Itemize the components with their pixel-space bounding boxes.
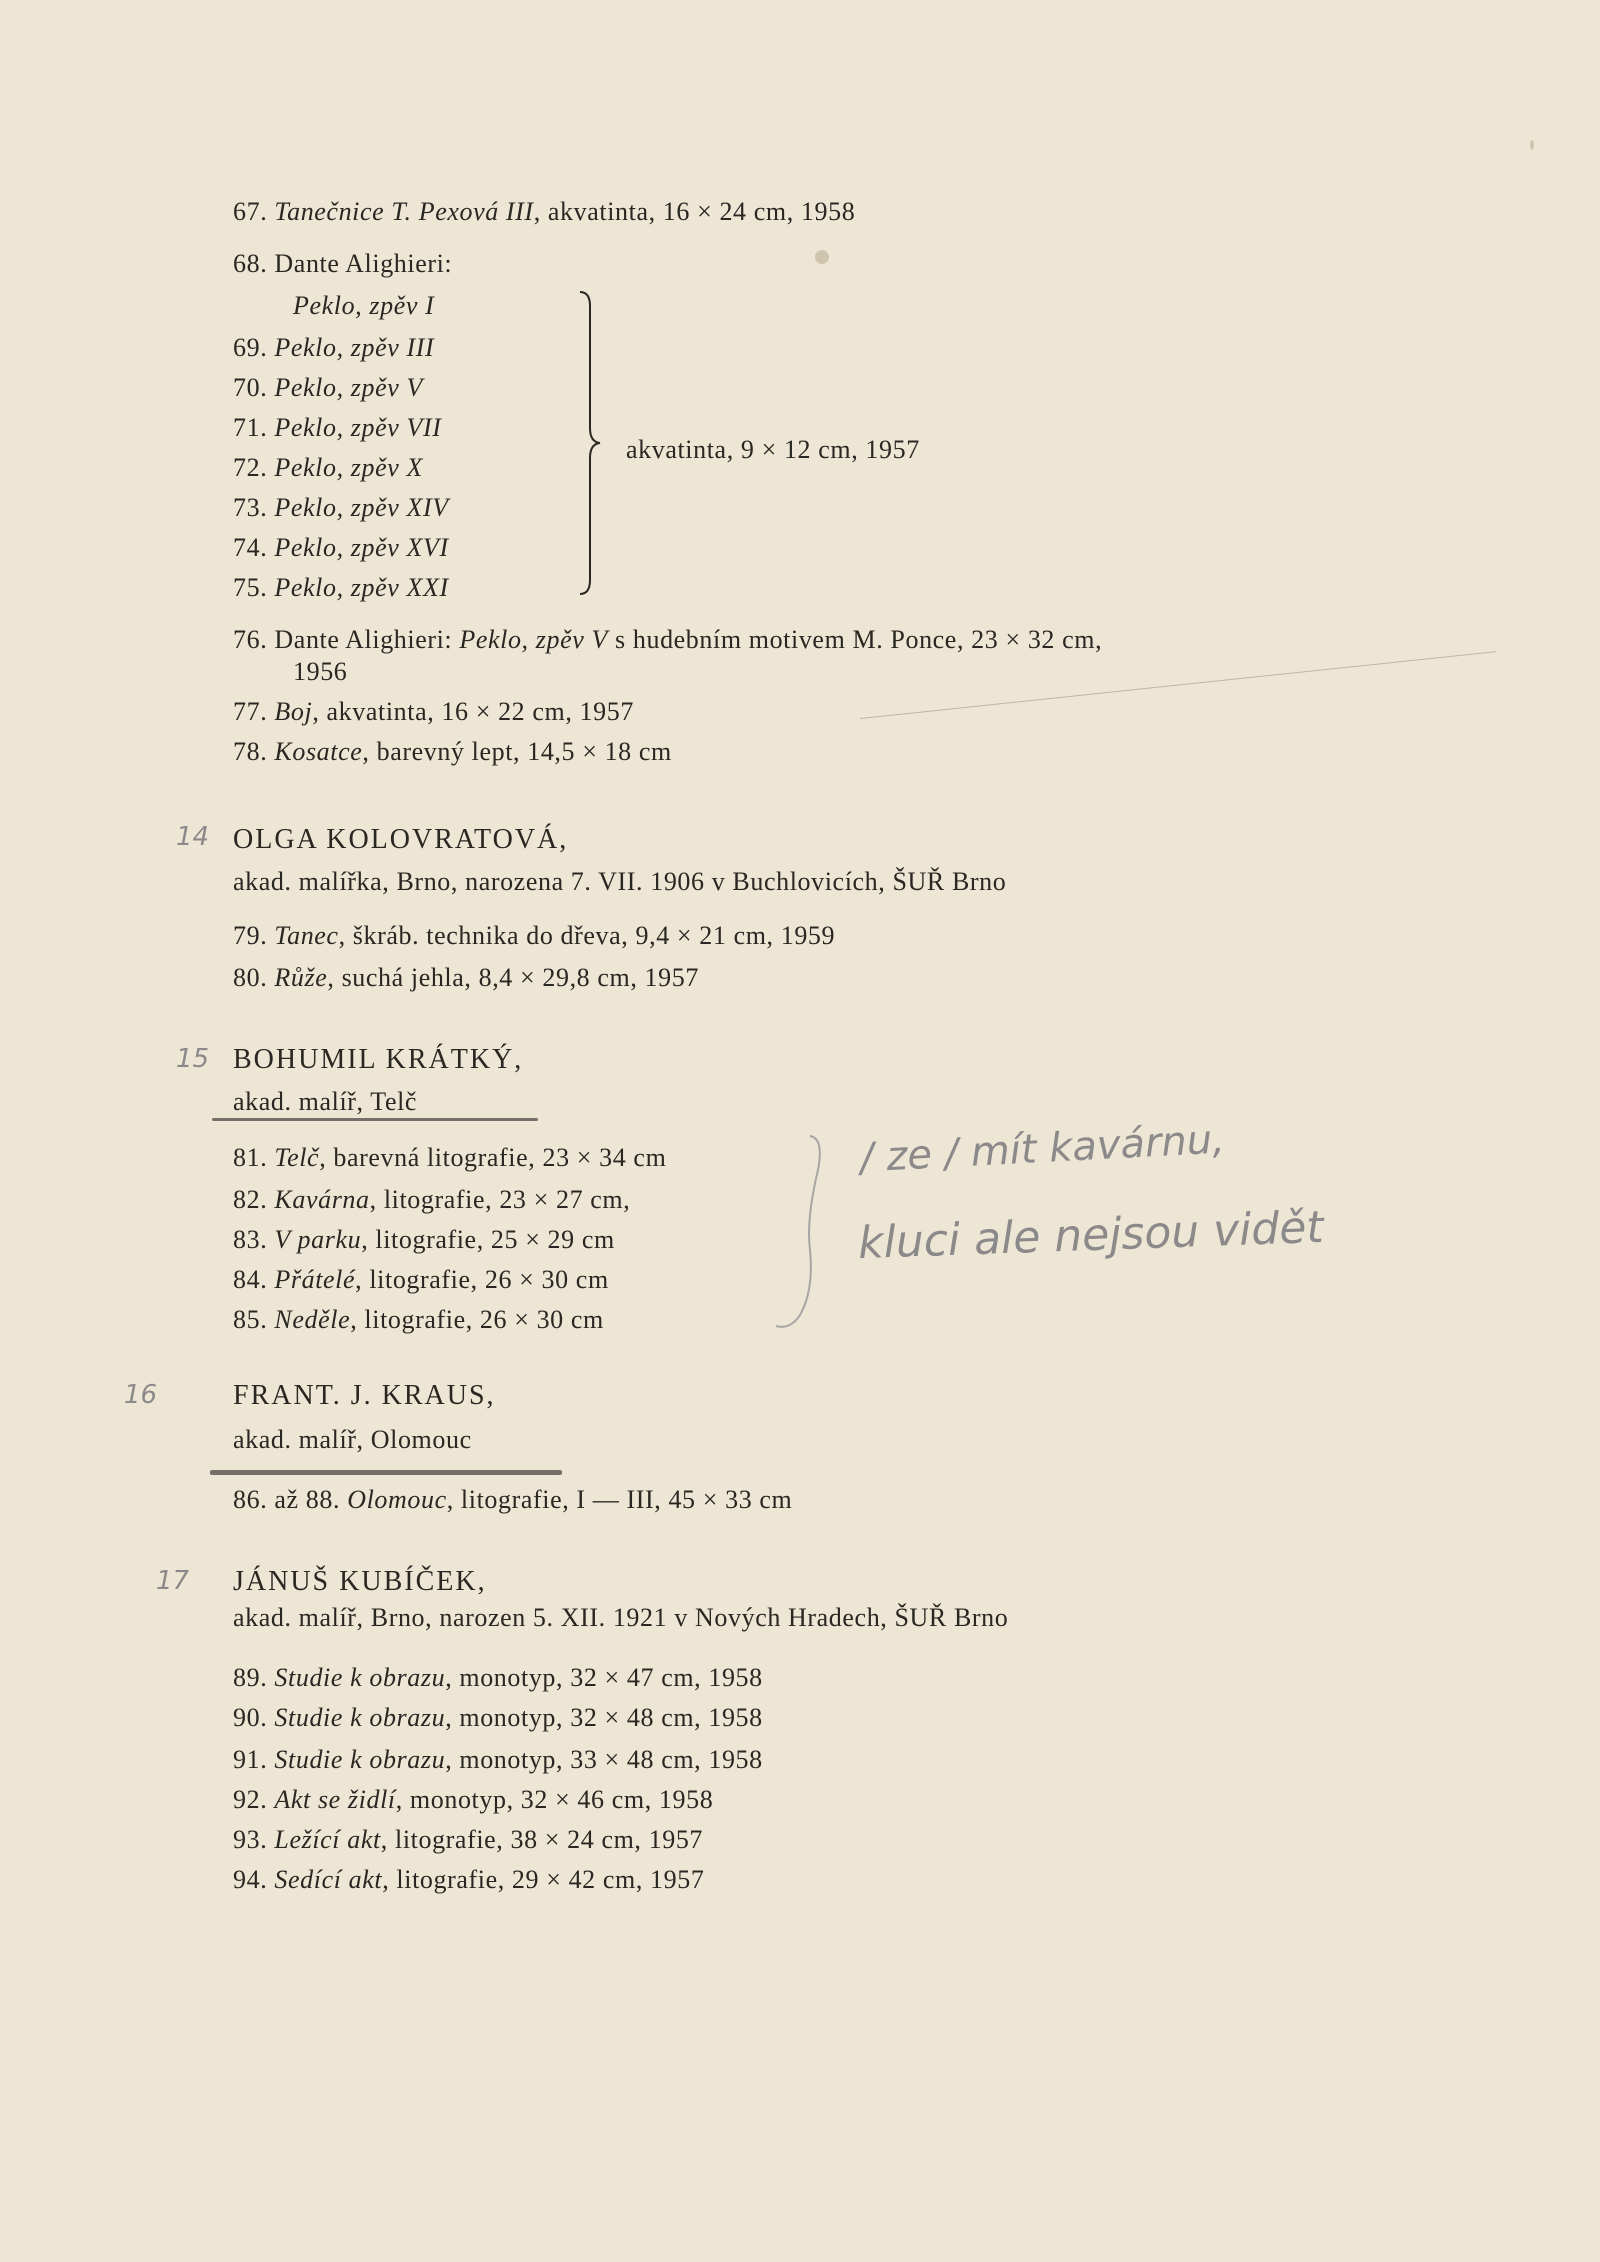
entry-number: 77. — [233, 697, 268, 726]
entry-title: Peklo, zpěv XIV — [274, 493, 449, 522]
handwritten-bracket — [740, 1130, 830, 1340]
entry-73 — [233, 492, 449, 524]
entry-92 — [233, 1784, 713, 1816]
entry-title: Studie k obrazu — [274, 1703, 446, 1732]
entry-title: Peklo, zpěv I — [293, 291, 435, 320]
handwritten-mark: 17 — [156, 1566, 190, 1596]
entry-details: , barevný lept, 14,5 × 18 cm — [362, 737, 672, 766]
artist-name: FRANT. J. KRAUS, — [233, 1380, 496, 1411]
entry-76-year: 1956 — [293, 657, 348, 686]
handwritten-mark: 14 — [176, 822, 210, 852]
strike-mark — [210, 1470, 562, 1475]
entry-74 — [233, 532, 449, 564]
entry-83 — [233, 1224, 615, 1256]
entry-details: , litografie, 25 × 29 cm — [361, 1225, 615, 1254]
entry-title: Ležící akt — [274, 1825, 381, 1854]
entry-89 — [233, 1662, 763, 1694]
entry-79 — [233, 920, 835, 952]
entry-author: Dante Alighieri: — [274, 625, 460, 654]
entry-details: , monotyp, 32 × 46 cm, 1958 — [395, 1785, 714, 1814]
entry-title: Tanečnice T. Pexová III — [274, 197, 534, 226]
entry-number: 85. — [233, 1305, 268, 1334]
entry-number: 94. — [233, 1865, 268, 1894]
entry-details: , litografie, 38 × 24 cm, 1957 — [380, 1825, 704, 1854]
entry-number: 91. — [233, 1745, 268, 1774]
artist-name: OLGA KOLOVRATOVÁ, — [233, 824, 569, 855]
entry-69 — [233, 332, 434, 364]
entry-76 — [233, 624, 1102, 656]
entry-number: 90. — [233, 1703, 268, 1732]
entry-90 — [233, 1702, 763, 1734]
entry-94 — [233, 1864, 704, 1896]
entry-title: Peklo, zpěv X — [274, 453, 423, 482]
entry-title: Telč — [274, 1143, 320, 1172]
peklo-group-note: akvatinta, 9 × 12 cm, 1957 — [626, 435, 920, 464]
entry-77 — [233, 696, 634, 728]
entry-details: , suchá jehla, 8,4 × 29,8 cm, 1957 — [327, 963, 699, 992]
entry-number: 78. — [233, 737, 268, 766]
underline-mark — [212, 1118, 538, 1121]
entry-details: , litografie, I — III, 45 × 33 cm — [446, 1485, 793, 1514]
entry-number: 67. — [233, 197, 268, 226]
entry-72 — [233, 452, 423, 484]
paper-speck — [1530, 140, 1534, 150]
entry-title: Peklo, zpěv III — [274, 333, 435, 362]
handwritten-note-line2: kluci ale nejsou vidět — [857, 1201, 1325, 1270]
handwritten-mark: 16 — [124, 1380, 158, 1410]
entry-70 — [233, 372, 423, 404]
entry-details: , litografie, 29 × 42 cm, 1957 — [382, 1865, 705, 1894]
entry-80 — [233, 962, 699, 994]
entry-91 — [233, 1744, 763, 1776]
handwritten-note-line1: / ze / mít kavárnu, — [859, 1116, 1226, 1182]
entry-title: Přátelé — [274, 1265, 356, 1294]
entry-number: 83. — [233, 1225, 268, 1254]
artist-name: JÁNUŠ KUBÍČEK, — [233, 1566, 487, 1597]
entry-title: V parku — [274, 1225, 362, 1254]
entry-number: 70. — [233, 373, 268, 402]
entry-number: 75. — [233, 573, 268, 602]
entry-title: Kosatce — [274, 737, 363, 766]
entry-title: Kavárna — [274, 1185, 370, 1214]
entry-title: Peklo, zpěv XXI — [274, 573, 449, 602]
artist-info: akad. malířka, Brno, narozena 7. VII. 1906 v Buchlovicích, ŠUŘ Brno — [233, 867, 1007, 896]
entry-71 — [233, 412, 442, 444]
entry-number: 93. — [233, 1825, 268, 1854]
entry-range: až 88. — [274, 1485, 348, 1514]
entry-title: Peklo, zpěv V — [274, 373, 423, 402]
entry-82 — [233, 1184, 630, 1216]
entry-author: Dante Alighieri: — [274, 249, 453, 278]
artist-info: akad. malíř, Brno, narozen 5. XII. 1921 v Nových Hradech, ŠUŘ Brno — [233, 1603, 1009, 1632]
entry-title: Studie k obrazu — [274, 1663, 446, 1692]
entry-title: Olomouc — [347, 1485, 447, 1514]
entry-number: 84. — [233, 1265, 268, 1294]
entry-details: , monotyp, 32 × 48 cm, 1958 — [445, 1703, 763, 1732]
entry-title: Neděle — [274, 1305, 351, 1334]
entry-title: Peklo, zpěv V — [459, 625, 608, 654]
pencil-mark — [860, 651, 1497, 719]
group-brace — [576, 290, 604, 596]
entry-title: Sedící akt — [274, 1865, 383, 1894]
entry-details: , barevná litografie, 23 × 34 cm — [319, 1143, 667, 1172]
entry-number: 71. — [233, 413, 268, 442]
entry-number: 92. — [233, 1785, 268, 1814]
entry-67 — [233, 196, 855, 228]
entry-details: , litografie, 23 × 27 cm, — [369, 1185, 631, 1214]
artist-info: akad. malíř, Telč — [233, 1087, 418, 1116]
entry-number: 80. — [233, 963, 268, 992]
entry-title: Peklo, zpěv VII — [274, 413, 442, 442]
entry-title: Akt se židlí — [274, 1785, 396, 1814]
entry-86 — [233, 1484, 792, 1516]
entry-details: , akvatinta, 16 × 24 cm, 1958 — [533, 197, 856, 226]
entry-title: Tanec — [274, 921, 339, 950]
entry-details: s hudebním motivem M. Ponce, 23 × 32 cm, — [607, 625, 1103, 654]
entry-peklo-1 — [293, 290, 434, 322]
entry-number: 68. — [233, 249, 268, 278]
entry-details: , litografie, 26 × 30 cm — [355, 1265, 609, 1294]
artist-info: akad. malíř, Olomouc — [233, 1425, 472, 1454]
entry-84 — [233, 1264, 609, 1296]
entry-details: , monotyp, 32 × 47 cm, 1958 — [445, 1663, 763, 1692]
entry-number: 72. — [233, 453, 268, 482]
entry-title: Studie k obrazu — [274, 1745, 446, 1774]
entry-75 — [233, 572, 449, 604]
entry-78 — [233, 736, 672, 768]
entry-details: , monotyp, 33 × 48 cm, 1958 — [445, 1745, 763, 1774]
entry-number: 89. — [233, 1663, 268, 1692]
handwritten-mark: 15 — [176, 1044, 210, 1074]
entry-title: Růže — [274, 963, 328, 992]
entry-number: 74. — [233, 533, 268, 562]
entry-81 — [233, 1142, 666, 1174]
entry-details: , škráb. technika do dřeva, 9,4 × 21 cm, 1959 — [338, 921, 836, 950]
entry-number: 79. — [233, 921, 268, 950]
artist-name: BOHUMIL KRÁTKÝ, — [233, 1044, 524, 1075]
entry-title: Peklo, zpěv XVI — [274, 533, 449, 562]
paper-speck — [815, 250, 829, 264]
entry-68 — [233, 248, 452, 280]
entry-number: 69. — [233, 333, 268, 362]
entry-title: Boj — [274, 697, 313, 726]
entry-number: 82. — [233, 1185, 268, 1214]
entry-number: 81. — [233, 1143, 268, 1172]
entry-number: 86. — [233, 1485, 268, 1514]
entry-number: 73. — [233, 493, 268, 522]
entry-details: , akvatinta, 16 × 22 cm, 1957 — [312, 697, 634, 726]
entry-number: 76. — [233, 625, 268, 654]
entry-85 — [233, 1304, 604, 1336]
entry-93 — [233, 1824, 703, 1856]
entry-details: , litografie, 26 × 30 cm — [350, 1305, 604, 1334]
